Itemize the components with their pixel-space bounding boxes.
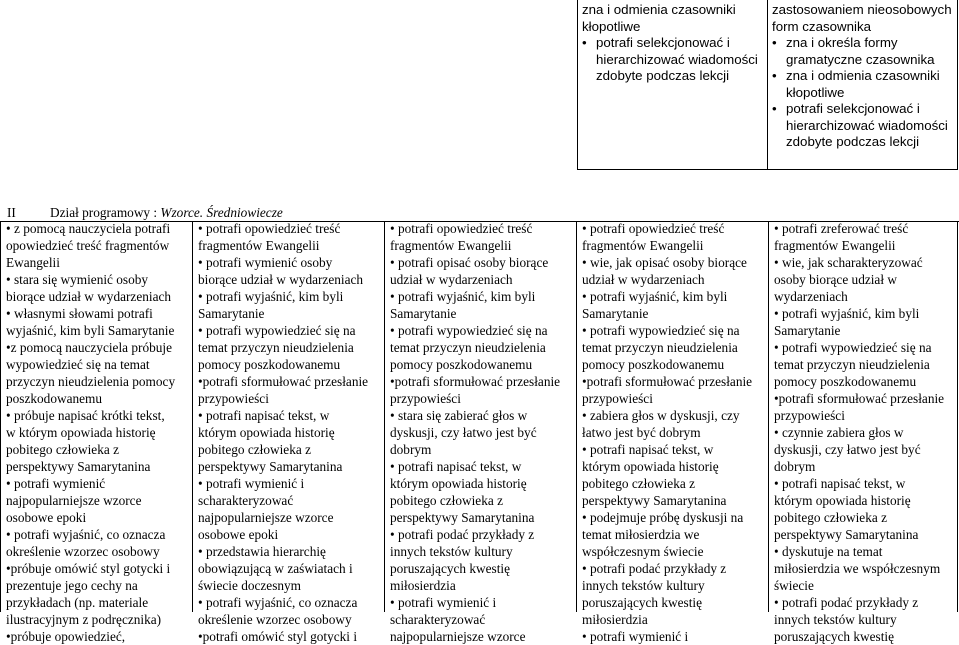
cell-line: którym opowiada historię — [198, 425, 335, 440]
grade-column-2 — [198, 220, 382, 644]
cell-line: Ewangelii — [6, 255, 60, 270]
cell-line: najpopularniejsze wzorce — [390, 629, 526, 644]
cell-line: Samarytanie — [582, 306, 649, 321]
cell-line: • potrafi wymienić osoby — [198, 255, 333, 270]
top-table-cell-2 — [772, 2, 954, 151]
cell-line: • potrafi opowiedzieć treść — [198, 221, 341, 236]
top-cell-text: zastosowaniem nieosobowych — [772, 2, 952, 17]
top-cell-line — [772, 85, 954, 102]
grade-column-4 — [582, 220, 766, 644]
cell-line: miłosierdzia — [390, 578, 456, 593]
cell-line: udział w wydarzeniach — [390, 272, 513, 287]
cell-line: • wie, jak scharakteryzować — [774, 255, 923, 270]
top-cell-text: zna i odmienia czasowniki — [786, 68, 940, 83]
cell-line: innych tekstów kultury — [774, 612, 897, 627]
cell-line: osobowe epoki — [198, 527, 279, 542]
cell-line: pomocy poszkodowanemu — [582, 357, 725, 372]
cell-line: •próbuje opowiedzieć, — [6, 629, 126, 644]
cell-line: którym opowiada historię — [582, 459, 719, 474]
cell-line: przypowieści — [198, 391, 269, 406]
top-cell-text: hierarchizować wiadomości — [596, 51, 758, 67]
top-cell-text: zna i określa formy — [786, 35, 898, 50]
cell-line: współczesnym świecie — [582, 544, 704, 559]
top-cell-line — [772, 35, 954, 52]
cell-line: • wie, jak opisać osoby biorące — [582, 255, 747, 270]
section-label: Dział programowy : — [50, 205, 161, 220]
cell-line: perspektywy Samarytanina — [198, 459, 343, 474]
cell-line: obowiązującą w zaświatach i — [198, 561, 353, 576]
cell-line: temat przyczyn nieudzielenia — [390, 340, 546, 355]
cell-line: perspektywy Samarytanina — [774, 527, 919, 542]
cell-line: opowiedzieć treść fragmentów — [6, 238, 170, 253]
cell-line: biorące udział w wydarzeniach — [6, 289, 172, 304]
cell-line: • potrafi wypowiedzieć się na — [198, 323, 356, 338]
cell-line: • potrafi zreferować treść — [774, 221, 909, 236]
bullet-icon: • — [582, 35, 587, 50]
top-cell-text: zdobyte podczas lekcji — [786, 134, 920, 149]
cell-line: poszkodowanemu — [6, 391, 103, 406]
top-cell-line — [582, 19, 764, 36]
top-cell-line — [582, 68, 764, 85]
cell-line: • potrafi napisać tekst, w — [390, 459, 522, 474]
cell-line: łatwo jest być dobrym — [582, 425, 701, 440]
cell-line: • zabiera głos w dyskusji, czy — [582, 408, 740, 423]
cell-line: pobitego człowieka z — [198, 442, 311, 457]
cell-line: Samarytanie — [390, 306, 457, 321]
cell-line: pomocy poszkodowanemu — [774, 374, 917, 389]
top-cell-text: kłopotliwe — [582, 18, 641, 34]
cell-line: temat miłosierdzia we — [582, 527, 700, 542]
top-cell-line — [582, 2, 764, 19]
cell-line: • potrafi wymienić — [6, 476, 106, 491]
cell-line: • potrafi wyjaśnić, co oznacza — [6, 527, 166, 542]
cell-line: temat przyczyn nieudzielenia — [774, 357, 930, 372]
section-number: II — [7, 205, 16, 220]
cell-line: • potrafi wypowiedzieć się na — [390, 323, 548, 338]
top-cell-text: zna i odmienia czasowniki — [582, 2, 736, 17]
top-cell-line — [582, 35, 764, 52]
cell-line: • potrafi podać przykłady z — [774, 595, 919, 610]
cell-line: • potrafi wyjaśnić, kim byli — [198, 289, 344, 304]
cell-line: poruszających kwestię — [774, 629, 894, 644]
cell-line: • przedstawia hierarchię — [198, 544, 326, 559]
cell-line: • stara się wymienić osoby — [6, 272, 149, 287]
grade-column-3 — [390, 220, 574, 644]
cell-line: • potrafi podać przykłady z — [390, 527, 535, 542]
cell-line: • potrafi podać przykłady z — [582, 561, 727, 576]
cell-line: w którym opowiada historię — [6, 425, 156, 440]
cell-line: najpopularniejsze wzorce — [198, 510, 334, 525]
top-cell-line — [772, 52, 954, 69]
cell-line: • potrafi napisać tekst, w — [774, 476, 906, 491]
cell-line: temat przyczyn nieudzielenia — [198, 340, 354, 355]
cell-line: osoby biorące udział w — [774, 272, 897, 287]
cell-line: •potrafi omówić styl gotycki i — [198, 629, 358, 644]
main-table-border-0 — [0, 221, 1, 612]
cell-line: poruszających kwestię — [582, 595, 702, 610]
cell-line: • potrafi wymienić i — [198, 476, 305, 491]
cell-line: miłosierdzia — [582, 612, 648, 627]
cell-line: perspektywy Samarytanina — [390, 510, 535, 525]
bullet-icon: • — [772, 68, 777, 83]
cell-line: • potrafi napisać tekst, w — [582, 442, 714, 457]
cell-line: określenie wzorzec osobowy — [198, 612, 352, 627]
cell-line: • potrafi wyjaśnić, co oznacza — [198, 595, 358, 610]
cell-line: pomocy poszkodowanemu — [198, 357, 341, 372]
top-cell-line — [582, 52, 764, 69]
cell-line: ilustracyjnym z podręcznika) — [6, 612, 162, 627]
cell-line: pobitego człowieka z — [6, 442, 119, 457]
cell-line: dobrym — [390, 442, 432, 457]
cell-line: świecie doczesnym — [198, 578, 302, 593]
cell-line: Samarytanie — [198, 306, 265, 321]
cell-line: • potrafi wymienić i — [390, 595, 497, 610]
cell-line: którym opowiada historię — [390, 476, 527, 491]
cell-line: pomocy poszkodowanemu — [390, 357, 533, 372]
cell-line: pobitego człowieka z — [390, 493, 503, 508]
cell-line: przypowieści — [582, 391, 653, 406]
section-title: Wzorce. Średniowiecze — [160, 205, 283, 220]
cell-line: •potrafi sformułować przesłanie — [774, 391, 945, 406]
cell-line: • potrafi wypowiedzieć się na — [774, 340, 932, 355]
section-heading — [7, 204, 283, 221]
cell-line: wydarzeniach — [774, 289, 848, 304]
cell-line: miłosierdzia we współczesnym — [774, 561, 941, 576]
top-table-right-border — [957, 0, 958, 170]
top-cell-line — [772, 101, 954, 118]
cell-line: • potrafi opowiedzieć treść — [390, 221, 533, 236]
cell-line: dyskusji, czy łatwo jest być — [390, 425, 537, 440]
top-table-bottom-border — [577, 169, 958, 170]
cell-line: pobitego człowieka z — [582, 476, 695, 491]
cell-line: innych tekstów kultury — [582, 578, 705, 593]
cell-line: wypowiedzieć się na temat — [6, 357, 150, 372]
cell-line: • dyskutuje na temat — [774, 544, 883, 559]
cell-line: prezentuje jego cechy na — [6, 578, 138, 593]
top-cell-text: hierarchizować wiadomości — [786, 117, 948, 133]
cell-line: • potrafi wypowiedzieć się na — [582, 323, 740, 338]
top-table-left-border — [577, 0, 578, 170]
cell-line: przyczyn nieudzielenia pomocy — [6, 374, 176, 389]
top-cell-text: potrafi selekcjonować i — [786, 101, 920, 116]
cell-line: •potrafi sformułować przesłanie — [582, 374, 753, 389]
cell-line: pobitego człowieka z — [774, 510, 887, 525]
top-cell-line — [772, 19, 954, 36]
cell-line: określenie wzorzec osobowy — [6, 544, 160, 559]
cell-line: • potrafi opisać osoby biorące — [390, 255, 549, 270]
cell-line: fragmentów Ewangelii — [774, 238, 896, 253]
main-table-border-4 — [768, 221, 769, 612]
cell-line: • podejmuje próbę dyskusji na — [582, 510, 744, 525]
top-cell-line — [772, 134, 954, 151]
cell-line: udział w wydarzeniach — [582, 272, 705, 287]
cell-line: dyskusji, czy łatwo jest być — [774, 442, 921, 457]
top-cell-text: zdobyte podczas lekcji — [596, 68, 730, 83]
cell-line: • z pomocą nauczyciela potrafi — [6, 221, 171, 236]
main-table-border-3 — [576, 221, 577, 612]
top-cell-text: potrafi selekcjonować i — [596, 35, 730, 50]
cell-line: perspektywy Samarytanina — [6, 459, 151, 474]
main-table-border-5 — [957, 221, 958, 612]
cell-line: • stara się zabierać głos w — [390, 408, 528, 423]
cell-line: • próbuje napisać krótki tekst, — [6, 408, 165, 423]
top-table-cell-1 — [582, 2, 764, 85]
cell-line: przypowieści — [774, 408, 845, 423]
cell-line: fragmentów Ewangelii — [582, 238, 704, 253]
cell-line: najpopularniejsze wzorce — [6, 493, 142, 508]
bullet-icon: • — [772, 101, 777, 116]
cell-line: którym opowiada historię — [774, 493, 911, 508]
top-table-middle-border — [767, 0, 768, 170]
bullet-icon: • — [772, 35, 777, 50]
cell-line: • własnymi słowami potrafi — [6, 306, 153, 321]
cell-line: scharakteryzować — [198, 493, 294, 508]
cell-line: poruszających kwestię — [390, 561, 510, 576]
cell-line: temat przyczyn nieudzielenia — [582, 340, 738, 355]
cell-line: wyjaśnić, kim byli Samarytanie — [6, 323, 175, 338]
cell-line: świecie — [774, 578, 814, 593]
top-cell-line — [772, 118, 954, 135]
cell-line: fragmentów Ewangelii — [390, 238, 512, 253]
grade-column-5 — [774, 220, 956, 644]
cell-line: •potrafi sformułować przesłanie — [198, 374, 369, 389]
top-cell-line — [772, 2, 954, 19]
cell-line: scharakteryzować — [390, 612, 486, 627]
cell-line: • potrafi wyjaśnić, kim byli — [774, 306, 920, 321]
main-table-border-2 — [384, 221, 385, 612]
top-cell-line — [772, 68, 954, 85]
top-cell-text: kłopotliwe — [786, 84, 845, 100]
cell-line: •potrafi sformułować przesłanie — [390, 374, 561, 389]
grade-column-1 — [6, 220, 190, 644]
cell-line: • potrafi napisać tekst, w — [198, 408, 330, 423]
top-cell-text: gramatyczne czasownika — [786, 51, 935, 67]
cell-line: fragmentów Ewangelii — [198, 238, 320, 253]
cell-line: osobowe epoki — [6, 510, 87, 525]
cell-line: • potrafi opowiedzieć treść — [582, 221, 725, 236]
cell-line: dobrym — [774, 459, 816, 474]
cell-line: • czynnie zabiera głos w — [774, 425, 904, 440]
cell-line: biorące udział w wydarzeniach — [198, 272, 364, 287]
cell-line: • potrafi wymienić i — [582, 629, 689, 644]
cell-line: • potrafi wyjaśnić, kim byli — [582, 289, 728, 304]
cell-line: przykładach (np. materiale — [6, 595, 149, 610]
cell-line: •próbuje omówić styl gotycki i — [6, 561, 171, 576]
main-table-border-1 — [192, 221, 193, 612]
top-cell-text: form czasownika — [772, 18, 872, 34]
cell-line: innych tekstów kultury — [390, 544, 513, 559]
cell-line: perspektywy Samarytanina — [582, 493, 727, 508]
cell-line: •z pomocą nauczyciela próbuje — [6, 340, 172, 355]
cell-line: Samarytanie — [774, 323, 841, 338]
cell-line: przypowieści — [390, 391, 461, 406]
cell-line: • potrafi wyjaśnić, kim byli — [390, 289, 536, 304]
